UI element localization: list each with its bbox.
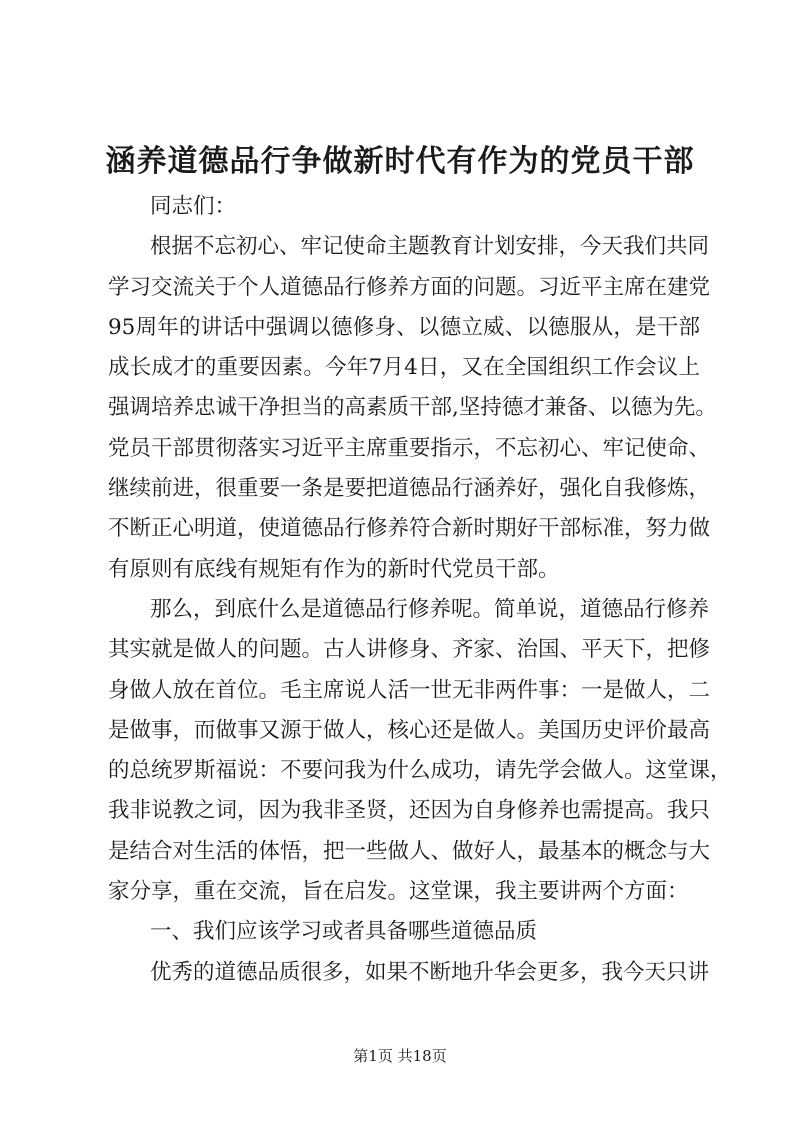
text-line: 家分享，重在交流，旨在启发。这堂课，我主要讲两个方面： (108, 879, 689, 905)
text-line: 的总统罗斯福说：不要问我为什么成功，请先学会做人。这堂课， (108, 758, 732, 784)
text-line: 成长成才的重要因素。今年7月4日，又在全国组织工作会议上 (108, 355, 700, 381)
text-line: 学习交流关于个人道德品行修养方面的问题。习近平主席在建党 (108, 274, 711, 300)
text-line: 是做事，而做事又源于做人，核心还是做人。美国历史评价最高 (108, 717, 711, 743)
text-line: 我非说教之词，因为我非圣贤，还因为自身修养也需提高。我只 (108, 798, 711, 824)
page-footer: 第1页 共18页 (353, 1047, 447, 1065)
text-line: 一、我们应该学习或者具备哪些道德品质 (150, 919, 538, 945)
text-line: 有原则有底线有规矩有作为的新时代党员干部。 (108, 556, 560, 582)
text-line: 继续前进，很重要一条是要把道德品行涵养好，强化自我修炼， (108, 476, 711, 502)
text-line: 强调培养忠诚干净担当的高素质干部,坚持德才兼备、以德为先。 (108, 395, 717, 421)
document-body (108, 187, 732, 993)
text-line: 优秀的道德品质很多，如果不断地升华会更多，我今天只讲 (150, 959, 710, 985)
text-line: 同志们： (150, 194, 237, 219)
text-line: 那么，到底什么是道德品行修养呢。简单说，道德品行修养 (150, 596, 710, 622)
text-line: 不断正心明道，使道德品行修养符合新时期好干部标准，努力做 (108, 516, 711, 542)
text-line: 95周年的讲话中强调以德修身、以德立威、以德服从，是干部 (108, 314, 700, 340)
document-title: 涵养道德品行争做新时代有作为的党员干部 (105, 144, 695, 179)
text-line: 党员干部贯彻落实习近平主席重要指示，不忘初心、牢记使命、 (108, 435, 711, 461)
text-line: 其实就是做人的问题。古人讲修身、齐家、治国、平天下，把修 (108, 637, 711, 663)
text-line: 根据不忘初心、牢记使命主题教育计划安排，今天我们共同 (150, 234, 710, 260)
text-line: 身做人放在首位。毛主席说人活一世无非两件事：一是做人，二 (108, 677, 711, 703)
text-line: 是结合对生活的体悟，把一些做人、做好人，最基本的概念与大 (108, 838, 711, 864)
